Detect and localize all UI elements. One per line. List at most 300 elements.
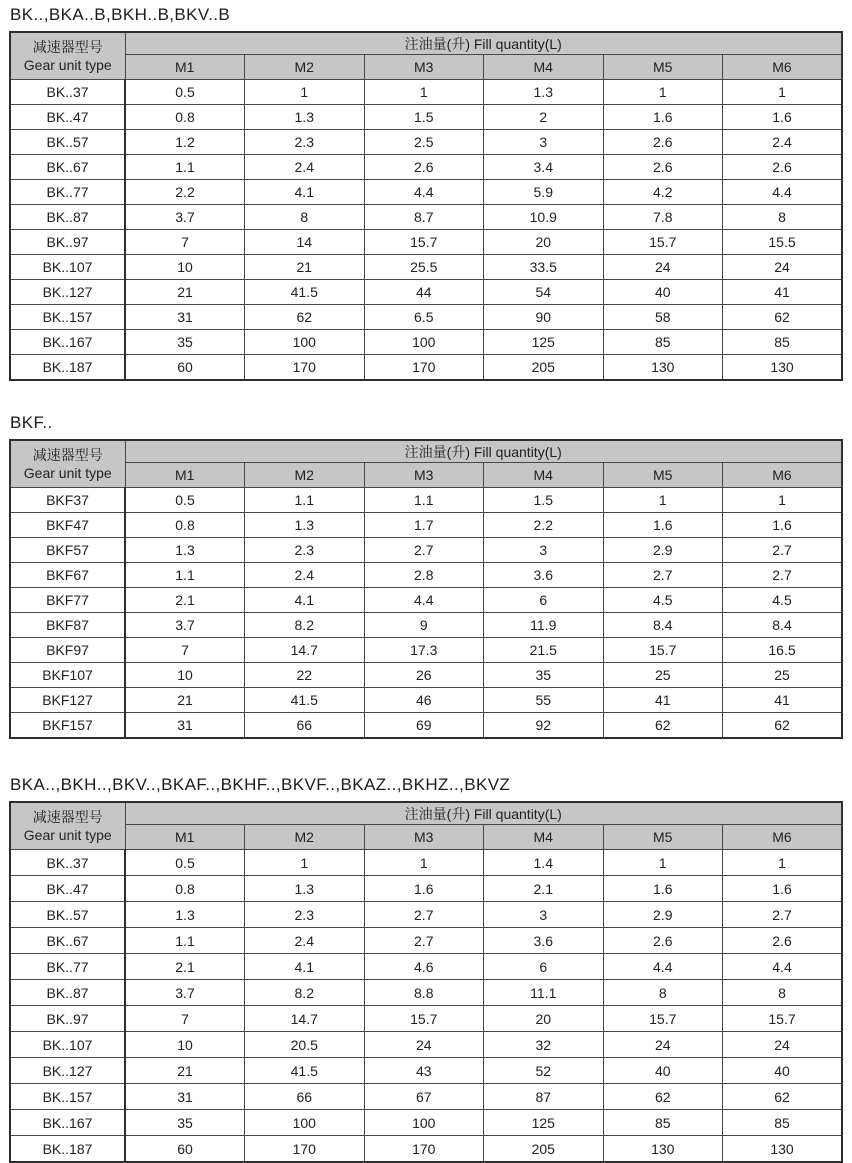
gear-unit-type-label-en: Gear unit type bbox=[23, 465, 112, 481]
fill-quantity-cell: 8.2 bbox=[245, 980, 365, 1006]
gear-unit-type-header bbox=[10, 32, 125, 80]
fill-quantity-cell: 3.7 bbox=[125, 613, 245, 638]
fill-quantity-cell: 2.9 bbox=[603, 538, 723, 563]
fill-quantity-cell: 2.2 bbox=[125, 180, 245, 205]
table-body bbox=[10, 850, 842, 1163]
fill-quantity-cell: 8.4 bbox=[723, 613, 843, 638]
fill-quantity-cell: 1 bbox=[723, 850, 843, 876]
table-row bbox=[10, 488, 842, 513]
fill-quantity-cell: 4.1 bbox=[245, 180, 365, 205]
section-bkf-series bbox=[9, 413, 843, 739]
gear-unit-model: BK..67 bbox=[10, 928, 125, 954]
table-row bbox=[10, 688, 842, 713]
gear-unit-type-label-cn: 减速器型号 bbox=[32, 446, 103, 463]
fill-quantity-cell: 8.4 bbox=[603, 613, 723, 638]
fill-quantity-cell: 2.3 bbox=[245, 538, 365, 563]
fill-quantity-cell: 1.1 bbox=[125, 155, 245, 180]
table-title: BK..,BKA..B,BKH..B,BKV..B bbox=[10, 5, 231, 24]
gear-unit-model: BKF157 bbox=[10, 713, 125, 739]
fill-quantity-cell: 62 bbox=[723, 1084, 843, 1110]
fill-quantity-cell: 40 bbox=[603, 280, 723, 305]
fill-quantity-cell: 1.3 bbox=[245, 105, 365, 130]
fill-quantity-cell: 15.7 bbox=[364, 1006, 484, 1032]
column-header-m3: M3 bbox=[364, 463, 484, 488]
gear-unit-type-label-en: Gear unit type bbox=[23, 827, 112, 843]
fill-quantity-cell: 7 bbox=[125, 230, 245, 255]
gear-unit-model: BK..187 bbox=[10, 1136, 125, 1163]
fill-quantity-cell: 170 bbox=[245, 355, 365, 381]
fill-quantity-cell: 21 bbox=[245, 255, 365, 280]
fill-quantity-cell: 1.6 bbox=[603, 513, 723, 538]
fill-quantity-cell: 1.6 bbox=[723, 876, 843, 902]
table-row bbox=[10, 513, 842, 538]
fill-quantity-cell: 9 bbox=[364, 613, 484, 638]
gear-unit-model: BK..157 bbox=[10, 305, 125, 330]
fill-quantity-cell: 2.3 bbox=[245, 902, 365, 928]
fill-quantity-cell: 4.5 bbox=[723, 588, 843, 613]
gear-unit-model: BK..87 bbox=[10, 205, 125, 230]
fill-quantity-cell: 17.3 bbox=[364, 638, 484, 663]
fill-quantity-cell: 21 bbox=[125, 688, 245, 713]
table-row bbox=[10, 980, 842, 1006]
fill-quantity-cell: 14 bbox=[245, 230, 365, 255]
table-row bbox=[10, 230, 842, 255]
fill-quantity-cell: 1.7 bbox=[364, 513, 484, 538]
fill-quantity-cell: 41.5 bbox=[245, 1058, 365, 1084]
fill-quantity-cell: 2.7 bbox=[364, 902, 484, 928]
fill-quantity-cell: 3 bbox=[484, 130, 604, 155]
fill-quantity-cell: 8 bbox=[723, 205, 843, 230]
fill-quantity-cell: 1.6 bbox=[603, 876, 723, 902]
fill-quantity-cell: 2.9 bbox=[603, 902, 723, 928]
gear-unit-model: BK..57 bbox=[10, 902, 125, 928]
table-row bbox=[10, 713, 842, 739]
column-header-m4: M4 bbox=[484, 55, 604, 80]
fill-quantity-cell: 1.1 bbox=[125, 563, 245, 588]
fill-quantity-cell: 125 bbox=[484, 330, 604, 355]
fill-quantity-cell: 24 bbox=[723, 1032, 843, 1058]
fill-quantity-cell: 4.4 bbox=[723, 180, 843, 205]
fill-quantity-header: 注油量(升) Fill quantity(L) bbox=[125, 802, 842, 825]
fill-quantity-cell: 2.1 bbox=[125, 588, 245, 613]
fill-quantity-cell: 40 bbox=[603, 1058, 723, 1084]
fill-quantity-cell: 130 bbox=[603, 355, 723, 381]
fill-quantity-cell: 0.8 bbox=[125, 513, 245, 538]
table-row bbox=[10, 588, 842, 613]
column-header-m5: M5 bbox=[603, 463, 723, 488]
table-title: BKF.. bbox=[10, 413, 53, 432]
column-header-m2: M2 bbox=[245, 55, 365, 80]
fill-quantity-cell: 10 bbox=[125, 1032, 245, 1058]
column-header-m1: M1 bbox=[125, 825, 245, 850]
fill-quantity-cell: 100 bbox=[245, 330, 365, 355]
gear-unit-model: BK..37 bbox=[10, 850, 125, 876]
column-header-m5: M5 bbox=[603, 825, 723, 850]
fill-quantity-cell: 6 bbox=[484, 588, 604, 613]
fill-quantity-cell: 25 bbox=[723, 663, 843, 688]
fill-quantity-cell: 1.3 bbox=[125, 902, 245, 928]
column-header-m3: M3 bbox=[364, 55, 484, 80]
table-row bbox=[10, 355, 842, 381]
fill-quantity-cell: 1.1 bbox=[364, 488, 484, 513]
fill-quantity-cell: 1 bbox=[364, 850, 484, 876]
fill-quantity-cell: 1.3 bbox=[125, 538, 245, 563]
fill-quantity-cell: 52 bbox=[484, 1058, 604, 1084]
fill-quantity-cell: 26 bbox=[364, 663, 484, 688]
fill-quantity-cell: 33.5 bbox=[484, 255, 604, 280]
fill-quantity-cell: 7.8 bbox=[603, 205, 723, 230]
fill-quantity-cell: 35 bbox=[125, 1110, 245, 1136]
fill-quantity-cell: 8.2 bbox=[245, 613, 365, 638]
fill-quantity-cell: 4.4 bbox=[723, 954, 843, 980]
fill-quantity-cell: 24 bbox=[603, 255, 723, 280]
fill-quantity-cell: 1 bbox=[245, 850, 365, 876]
fill-quantity-cell: 85 bbox=[603, 330, 723, 355]
fill-quantity-cell: 1 bbox=[603, 850, 723, 876]
table-row bbox=[10, 1136, 842, 1163]
fill-quantity-cell: 90 bbox=[484, 305, 604, 330]
fill-quantity-cell: 2.2 bbox=[484, 513, 604, 538]
gear-unit-type-header bbox=[10, 440, 125, 488]
gear-unit-model: BK..167 bbox=[10, 1110, 125, 1136]
fill-quantity-table-bk-b bbox=[9, 31, 843, 381]
fill-quantity-cell: 1.5 bbox=[484, 488, 604, 513]
fill-quantity-table-bkf bbox=[9, 439, 843, 739]
fill-quantity-cell: 3.7 bbox=[125, 980, 245, 1006]
fill-quantity-cell: 85 bbox=[603, 1110, 723, 1136]
table-row bbox=[10, 80, 842, 105]
fill-quantity-cell: 16.5 bbox=[723, 638, 843, 663]
fill-quantity-cell: 1 bbox=[603, 80, 723, 105]
gear-unit-model: BK..107 bbox=[10, 255, 125, 280]
fill-quantity-cell: 1.4 bbox=[484, 850, 604, 876]
fill-quantity-cell: 4.5 bbox=[603, 588, 723, 613]
fill-quantity-cell: 2.4 bbox=[245, 563, 365, 588]
fill-quantity-cell: 4.4 bbox=[364, 588, 484, 613]
table-row bbox=[10, 255, 842, 280]
gear-unit-model: BKF87 bbox=[10, 613, 125, 638]
table-row bbox=[10, 280, 842, 305]
fill-quantity-cell: 3 bbox=[484, 538, 604, 563]
fill-quantity-cell: 2.4 bbox=[245, 155, 365, 180]
gear-unit-model: BK..37 bbox=[10, 80, 125, 105]
fill-quantity-cell: 44 bbox=[364, 280, 484, 305]
fill-quantity-cell: 11.9 bbox=[484, 613, 604, 638]
fill-quantity-cell: 25.5 bbox=[364, 255, 484, 280]
gear-unit-model: BK..157 bbox=[10, 1084, 125, 1110]
fill-quantity-cell: 2 bbox=[484, 105, 604, 130]
fill-quantity-cell: 8 bbox=[723, 980, 843, 1006]
header-row-quantity bbox=[10, 32, 842, 55]
fill-quantity-header: 注油量(升) Fill quantity(L) bbox=[125, 32, 842, 55]
fill-quantity-cell: 3 bbox=[484, 902, 604, 928]
table-row bbox=[10, 1110, 842, 1136]
fill-quantity-cell: 31 bbox=[125, 713, 245, 739]
column-header-m4: M4 bbox=[484, 463, 604, 488]
fill-quantity-cell: 20 bbox=[484, 1006, 604, 1032]
table-title: BKA..,BKH..,BKV..,BKAF..,BKHF..,BKVF..,BKAZ..,BKHZ..,BKVZ bbox=[10, 775, 511, 794]
table-row bbox=[10, 954, 842, 980]
fill-quantity-cell: 14.7 bbox=[245, 638, 365, 663]
table-row bbox=[10, 205, 842, 230]
header-row-mounting bbox=[10, 55, 842, 80]
fill-quantity-cell: 6 bbox=[484, 954, 604, 980]
fill-quantity-cell: 41 bbox=[723, 688, 843, 713]
table-header bbox=[10, 32, 842, 80]
fill-quantity-cell: 41 bbox=[603, 688, 723, 713]
section-bka-variants bbox=[9, 775, 843, 1163]
fill-quantity-cell: 1.1 bbox=[125, 928, 245, 954]
fill-quantity-cell: 1.3 bbox=[484, 80, 604, 105]
fill-quantity-cell: 1.6 bbox=[723, 513, 843, 538]
fill-quantity-cell: 1.2 bbox=[125, 130, 245, 155]
fill-quantity-cell: 31 bbox=[125, 305, 245, 330]
gear-unit-model: BK..97 bbox=[10, 230, 125, 255]
fill-quantity-cell: 3.6 bbox=[484, 563, 604, 588]
table-row bbox=[10, 928, 842, 954]
fill-quantity-cell: 2.7 bbox=[364, 928, 484, 954]
fill-quantity-cell: 55 bbox=[484, 688, 604, 713]
fill-quantity-cell: 62 bbox=[603, 713, 723, 739]
fill-quantity-cell: 92 bbox=[484, 713, 604, 739]
fill-quantity-cell: 2.1 bbox=[125, 954, 245, 980]
gear-unit-model: BK..187 bbox=[10, 355, 125, 381]
table-row bbox=[10, 305, 842, 330]
fill-quantity-cell: 4.2 bbox=[603, 180, 723, 205]
column-header-m2: M2 bbox=[245, 825, 365, 850]
fill-quantity-cell: 1.5 bbox=[364, 105, 484, 130]
fill-quantity-cell: 21 bbox=[125, 280, 245, 305]
fill-quantity-cell: 2.4 bbox=[723, 130, 843, 155]
gear-unit-model: BKF107 bbox=[10, 663, 125, 688]
fill-quantity-cell: 1.6 bbox=[603, 105, 723, 130]
fill-quantity-cell: 43 bbox=[364, 1058, 484, 1084]
table-row bbox=[10, 1032, 842, 1058]
fill-quantity-cell: 205 bbox=[484, 355, 604, 381]
fill-quantity-cell: 170 bbox=[364, 1136, 484, 1163]
table-row bbox=[10, 613, 842, 638]
fill-quantity-cell: 21 bbox=[125, 1058, 245, 1084]
fill-quantity-cell: 3.7 bbox=[125, 205, 245, 230]
fill-quantity-cell: 24 bbox=[364, 1032, 484, 1058]
gear-unit-model: BK..47 bbox=[10, 105, 125, 130]
gear-unit-model: BKF97 bbox=[10, 638, 125, 663]
table-body bbox=[10, 80, 842, 381]
fill-quantity-cell: 15.7 bbox=[603, 230, 723, 255]
fill-quantity-cell: 1 bbox=[364, 80, 484, 105]
column-header-m6: M6 bbox=[723, 463, 843, 488]
fill-quantity-cell: 66 bbox=[245, 713, 365, 739]
table-row bbox=[10, 638, 842, 663]
gear-unit-model: BK..167 bbox=[10, 330, 125, 355]
gear-unit-type-header bbox=[10, 802, 125, 850]
gear-unit-model: BK..77 bbox=[10, 954, 125, 980]
fill-quantity-cell: 25 bbox=[603, 663, 723, 688]
fill-quantity-cell: 0.5 bbox=[125, 488, 245, 513]
fill-quantity-cell: 2.8 bbox=[364, 563, 484, 588]
fill-quantity-cell: 31 bbox=[125, 1084, 245, 1110]
fill-quantity-cell: 67 bbox=[364, 1084, 484, 1110]
header-row-quantity bbox=[10, 440, 842, 463]
fill-quantity-cell: 170 bbox=[245, 1136, 365, 1163]
fill-quantity-cell: 7 bbox=[125, 1006, 245, 1032]
gear-unit-model: BK..77 bbox=[10, 180, 125, 205]
fill-quantity-cell: 62 bbox=[723, 713, 843, 739]
fill-quantity-cell: 0.8 bbox=[125, 876, 245, 902]
gear-unit-model: BK..127 bbox=[10, 280, 125, 305]
fill-quantity-cell: 10.9 bbox=[484, 205, 604, 230]
fill-quantity-cell: 21.5 bbox=[484, 638, 604, 663]
fill-quantity-cell: 20.5 bbox=[245, 1032, 365, 1058]
fill-quantity-cell: 8 bbox=[603, 980, 723, 1006]
fill-quantity-cell: 170 bbox=[364, 355, 484, 381]
fill-quantity-cell: 2.7 bbox=[723, 902, 843, 928]
table-body bbox=[10, 488, 842, 739]
column-header-m5: M5 bbox=[603, 55, 723, 80]
fill-quantity-cell: 58 bbox=[603, 305, 723, 330]
fill-quantity-cell: 14.7 bbox=[245, 1006, 365, 1032]
fill-quantity-cell: 69 bbox=[364, 713, 484, 739]
table-row bbox=[10, 538, 842, 563]
fill-quantity-cell: 8.7 bbox=[364, 205, 484, 230]
column-header-m6: M6 bbox=[723, 825, 843, 850]
fill-quantity-cell: 15.7 bbox=[723, 1006, 843, 1032]
fill-quantity-cell: 1.3 bbox=[245, 513, 365, 538]
table-row bbox=[10, 130, 842, 155]
fill-quantity-cell: 2.5 bbox=[364, 130, 484, 155]
fill-quantity-cell: 35 bbox=[125, 330, 245, 355]
gear-unit-model: BK..67 bbox=[10, 155, 125, 180]
gear-unit-model: BK..57 bbox=[10, 130, 125, 155]
fill-quantity-cell: 1.1 bbox=[245, 488, 365, 513]
fill-quantity-cell: 46 bbox=[364, 688, 484, 713]
table-row bbox=[10, 105, 842, 130]
fill-quantity-cell: 205 bbox=[484, 1136, 604, 1163]
fill-quantity-cell: 125 bbox=[484, 1110, 604, 1136]
table-row bbox=[10, 1006, 842, 1032]
gear-unit-type-label-en: Gear unit type bbox=[23, 57, 112, 73]
fill-quantity-cell: 15.5 bbox=[723, 230, 843, 255]
fill-quantity-cell: 10 bbox=[125, 255, 245, 280]
gear-unit-type-label-cn: 减速器型号 bbox=[32, 38, 103, 55]
fill-quantity-cell: 2.6 bbox=[723, 928, 843, 954]
table-row bbox=[10, 180, 842, 205]
fill-quantity-cell: 60 bbox=[125, 1136, 245, 1163]
gear-unit-model: BK..107 bbox=[10, 1032, 125, 1058]
fill-quantity-cell: 1 bbox=[245, 80, 365, 105]
fill-quantity-cell: 4.1 bbox=[245, 954, 365, 980]
fill-quantity-cell: 0.5 bbox=[125, 80, 245, 105]
fill-quantity-cell: 10 bbox=[125, 663, 245, 688]
fill-quantity-cell: 41.5 bbox=[245, 280, 365, 305]
gear-unit-model: BKF57 bbox=[10, 538, 125, 563]
table-row bbox=[10, 850, 842, 876]
table-header bbox=[10, 440, 842, 488]
fill-quantity-cell: 62 bbox=[723, 305, 843, 330]
fill-quantity-cell: 2.6 bbox=[364, 155, 484, 180]
table-row bbox=[10, 876, 842, 902]
fill-quantity-cell: 100 bbox=[364, 330, 484, 355]
fill-quantity-cell: 15.7 bbox=[603, 638, 723, 663]
fill-quantity-cell: 4.4 bbox=[603, 954, 723, 980]
fill-quantity-cell: 2.6 bbox=[603, 130, 723, 155]
fill-quantity-cell: 1 bbox=[723, 488, 843, 513]
fill-quantity-cell: 15.7 bbox=[603, 1006, 723, 1032]
section-bk-b-series bbox=[9, 5, 843, 381]
fill-quantity-cell: 41 bbox=[723, 280, 843, 305]
fill-quantity-cell: 3.6 bbox=[484, 928, 604, 954]
fill-quantity-cell: 0.8 bbox=[125, 105, 245, 130]
fill-quantity-cell: 8 bbox=[245, 205, 365, 230]
fill-quantity-cell: 2.1 bbox=[484, 876, 604, 902]
gear-unit-model: BKF47 bbox=[10, 513, 125, 538]
fill-quantity-cell: 100 bbox=[364, 1110, 484, 1136]
fill-quantity-cell: 4.6 bbox=[364, 954, 484, 980]
fill-quantity-cell: 1 bbox=[603, 488, 723, 513]
fill-quantity-cell: 1.6 bbox=[364, 876, 484, 902]
gear-unit-model: BK..127 bbox=[10, 1058, 125, 1084]
fill-quantity-cell: 8.8 bbox=[364, 980, 484, 1006]
header-row-mounting bbox=[10, 825, 842, 850]
header-row-mounting bbox=[10, 463, 842, 488]
column-header-m2: M2 bbox=[245, 463, 365, 488]
fill-quantity-cell: 4.4 bbox=[364, 180, 484, 205]
gear-unit-model: BK..47 bbox=[10, 876, 125, 902]
fill-quantity-cell: 60 bbox=[125, 355, 245, 381]
fill-quantity-cell: 2.7 bbox=[364, 538, 484, 563]
gear-unit-model: BKF127 bbox=[10, 688, 125, 713]
fill-quantity-cell: 66 bbox=[245, 1084, 365, 1110]
fill-quantity-cell: 2.7 bbox=[723, 538, 843, 563]
fill-quantity-cell: 2.6 bbox=[603, 155, 723, 180]
gear-unit-model: BKF37 bbox=[10, 488, 125, 513]
fill-quantity-cell: 11.1 bbox=[484, 980, 604, 1006]
gear-unit-model: BK..97 bbox=[10, 1006, 125, 1032]
column-header-m6: M6 bbox=[723, 55, 843, 80]
fill-quantity-cell: 4.1 bbox=[245, 588, 365, 613]
fill-quantity-cell: 2.7 bbox=[603, 563, 723, 588]
fill-quantity-cell: 0.5 bbox=[125, 850, 245, 876]
header-row-quantity bbox=[10, 802, 842, 825]
fill-quantity-cell: 62 bbox=[245, 305, 365, 330]
fill-quantity-cell: 24 bbox=[723, 255, 843, 280]
fill-quantity-cell: 22 bbox=[245, 663, 365, 688]
fill-quantity-cell: 2.6 bbox=[603, 928, 723, 954]
fill-quantity-cell: 20 bbox=[484, 230, 604, 255]
fill-quantity-cell: 2.3 bbox=[245, 130, 365, 155]
fill-quantity-cell: 6.5 bbox=[364, 305, 484, 330]
fill-quantity-cell: 85 bbox=[723, 330, 843, 355]
table-row bbox=[10, 1058, 842, 1084]
gear-unit-type-label-cn: 减速器型号 bbox=[32, 808, 103, 825]
fill-quantity-cell: 85 bbox=[723, 1110, 843, 1136]
gear-unit-model: BK..87 bbox=[10, 980, 125, 1006]
table-header bbox=[10, 802, 842, 850]
fill-quantity-cell: 7 bbox=[125, 638, 245, 663]
fill-quantity-cell: 100 bbox=[245, 1110, 365, 1136]
fill-quantity-cell: 3.4 bbox=[484, 155, 604, 180]
fill-quantity-cell: 32 bbox=[484, 1032, 604, 1058]
table-row bbox=[10, 663, 842, 688]
fill-quantity-cell: 130 bbox=[723, 1136, 843, 1163]
table-row bbox=[10, 563, 842, 588]
fill-quantity-cell: 62 bbox=[603, 1084, 723, 1110]
fill-quantity-cell: 15.7 bbox=[364, 230, 484, 255]
table-row bbox=[10, 1084, 842, 1110]
fill-quantity-cell: 40 bbox=[723, 1058, 843, 1084]
fill-quantity-cell: 87 bbox=[484, 1084, 604, 1110]
gear-unit-model: BKF67 bbox=[10, 563, 125, 588]
